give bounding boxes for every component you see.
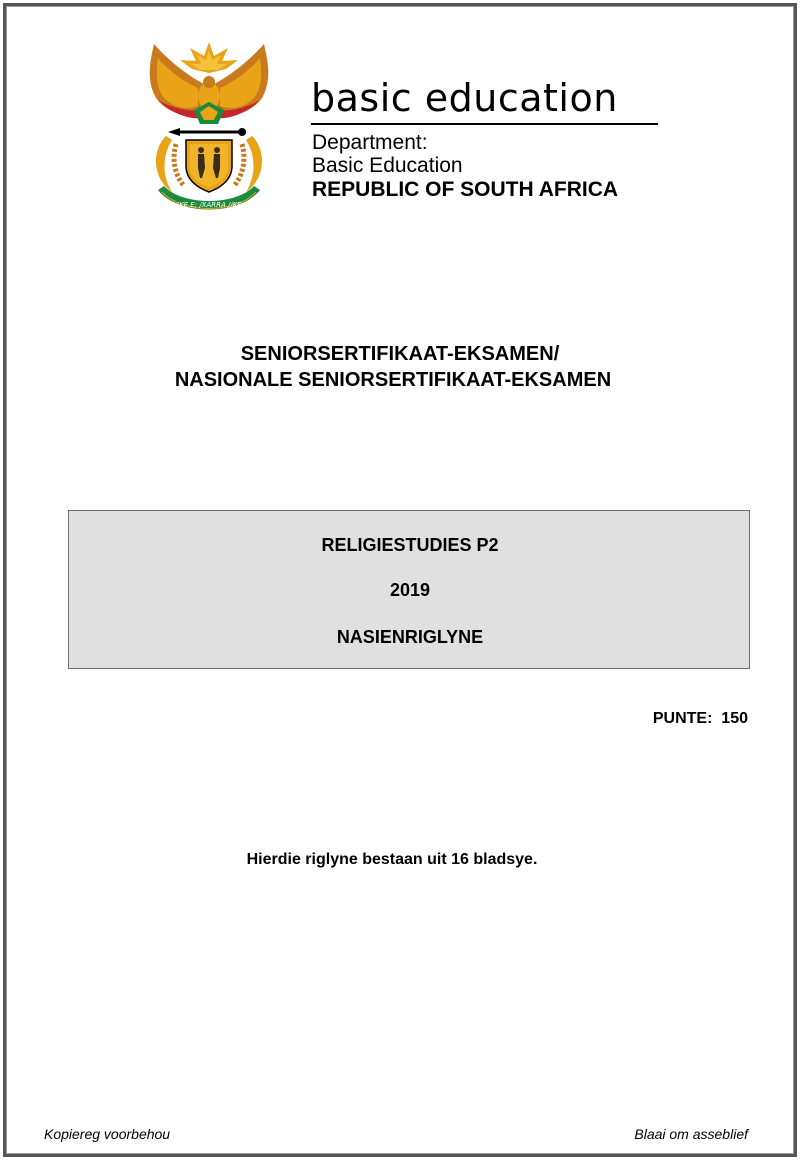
page-count-text: Hierdie riglyne bestaan uit 16 bladsye. <box>246 851 538 868</box>
subject-title: RELIGIESTUDIES P2 <box>321 535 499 555</box>
document-type: NASIENRIGLYNE <box>336 627 484 647</box>
title-box <box>68 510 750 669</box>
footer-copyright: Kopiereg voorbehou <box>44 1126 171 1142</box>
exam-year: 2019 <box>389 580 431 600</box>
country-name: REPUBLIC OF SOUTH AFRICA <box>312 178 619 201</box>
exam-heading-line2: NASIONALE SENIORSERTIFIKAAT-EKSAMEN <box>174 369 612 391</box>
brand-title: basic education <box>311 76 618 120</box>
south-africa-coat-of-arms-icon <box>138 40 280 220</box>
department-name: Basic Education <box>312 154 463 177</box>
total-marks: PUNTE: 150 <box>652 710 748 727</box>
exam-heading-line1: SENIORSERTIFIKAAT-EKSAMEN/ <box>240 343 560 365</box>
department-brand <box>311 74 661 201</box>
exam-heading <box>0 341 800 393</box>
svg-text:!KE E: /XARRA //KE: !KE E: /XARRA //KE <box>176 201 242 209</box>
brand-divider <box>311 123 658 125</box>
department-label: Department: <box>312 131 428 154</box>
sun-icon <box>180 42 238 73</box>
page-count-note <box>0 850 800 870</box>
footer-turn-page: Blaai om asseblief <box>634 1126 748 1142</box>
